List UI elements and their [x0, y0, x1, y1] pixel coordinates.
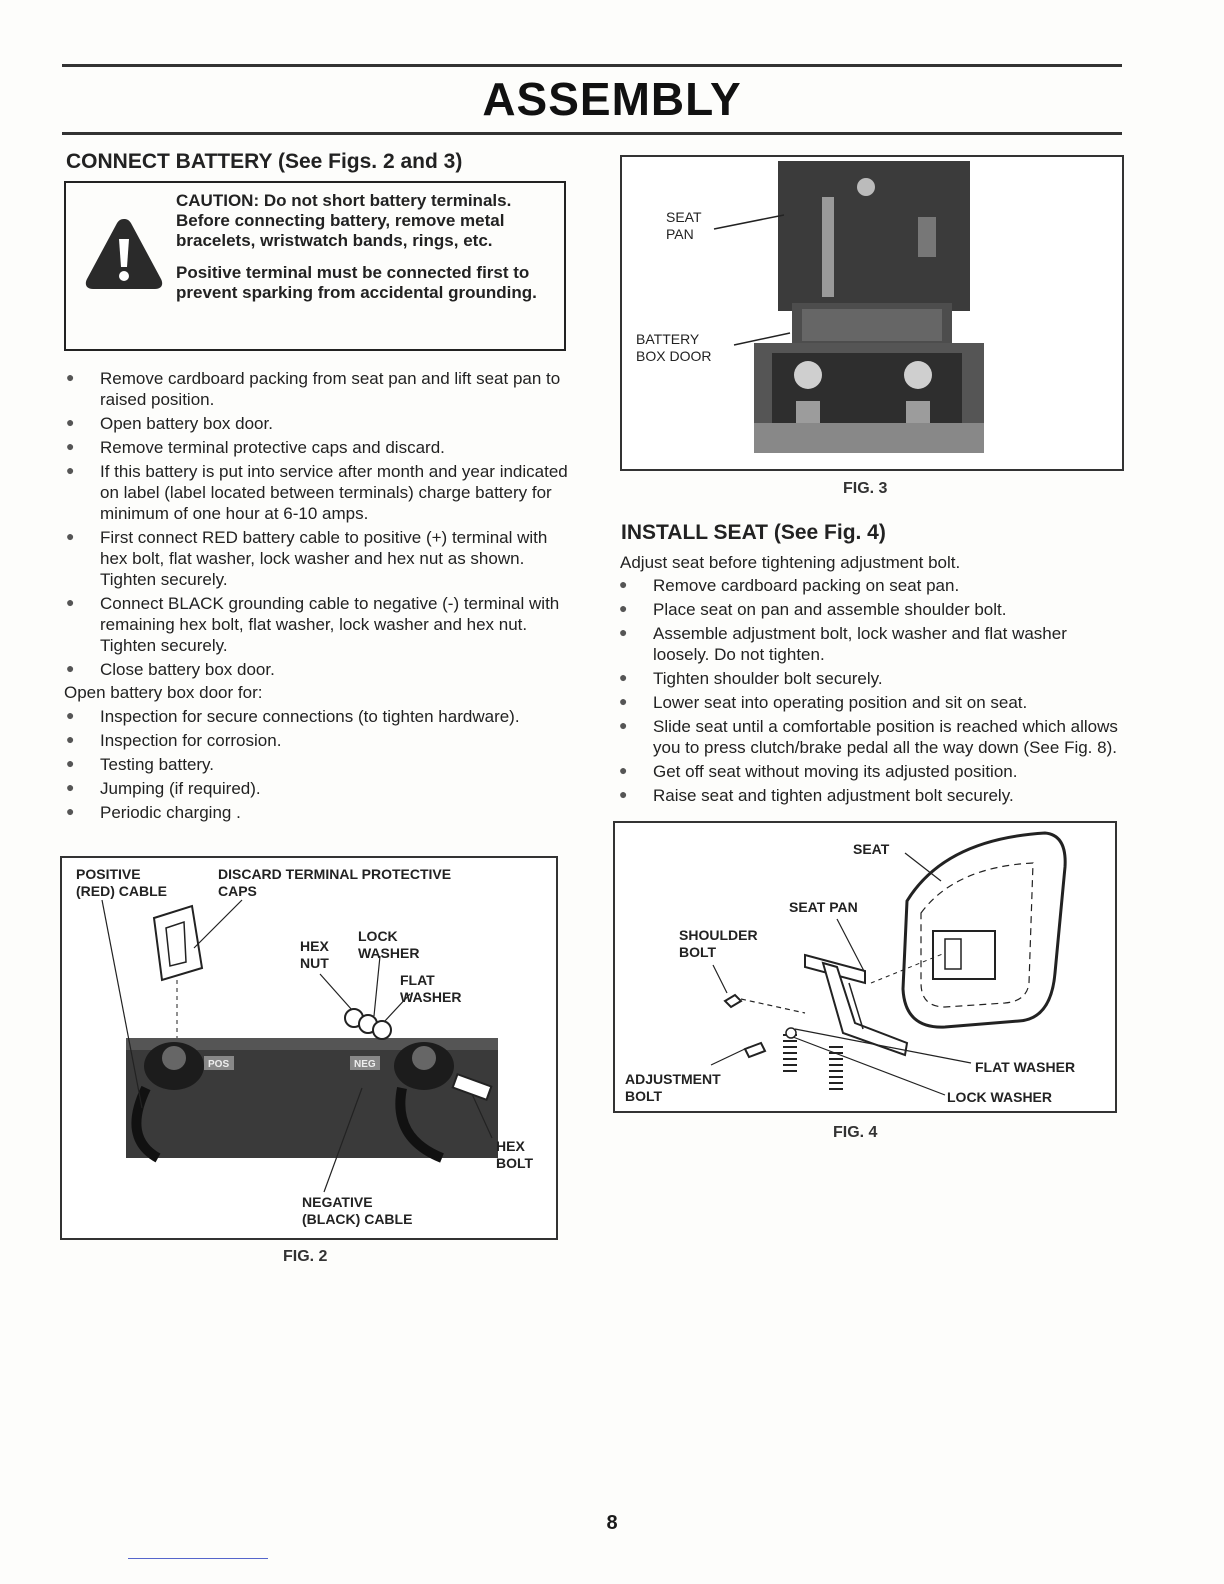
fig2-label-discard-caps: DISCARD TERMINAL PROTECTIVE CAPS [218, 866, 452, 899]
open-for-label: Open battery box door for: [64, 683, 263, 702]
fig4-label-seat-pan: SEAT PAN [789, 899, 858, 915]
fig2-label-hex-nut: HEX NUT [300, 938, 329, 971]
fig4-label-lock-washer: LOCK WASHER [947, 1089, 1052, 1105]
fig4-label-shoulder-bolt: SHOULDER BOLT [679, 927, 758, 960]
fig2-label-hex-bolt: HEX BOLT [496, 1138, 534, 1171]
fig3-label-battery-box-door: BATTERY BOX DOOR [636, 331, 712, 364]
fig3-caption: FIG. 3 [843, 480, 888, 497]
list-item: ● Lower seat into operating position and sit on seat. [619, 693, 1028, 712]
fig2-illustration [60, 856, 558, 1240]
warning-icon [84, 217, 164, 291]
list-item: ● Slide seat until a comfortable position is reached which allows you to press clutch/brake pedal all the way down (See Fig. 8). [619, 717, 1118, 757]
list-item: ● If this battery is put into service after month and year indicated on label (label located between terminals) charge battery for minimum of one hour at 6-10 amps. [66, 462, 568, 523]
list-item: ● Remove terminal protective caps and discard. [66, 438, 445, 457]
top-rule [62, 64, 1122, 67]
open-for-list [64, 706, 568, 826]
fig2-label-positive: POSITIVE (RED) CABLE [76, 866, 167, 899]
list-item: ● Inspection for secure connections (to tighten hardware). [66, 707, 520, 726]
list-item: ● Open battery box door. [66, 414, 273, 433]
seat-pan-battery-photo [622, 157, 1124, 471]
list-item: ● Jumping (if required). [66, 779, 261, 798]
fig4-illustration [613, 821, 1117, 1113]
list-item: ● Periodic charging . [66, 803, 241, 822]
fig2-label-lock-washer: LOCK WASHER [358, 928, 420, 961]
fig4-label-seat: SEAT [853, 841, 890, 857]
list-item: ● Assemble adjustment bolt, lock washer and flat washer loosely. Do not tighten. [619, 624, 1067, 664]
list-item: ● Remove cardboard packing on seat pan. [619, 576, 960, 595]
list-item: ● Close battery box door. [66, 660, 275, 679]
list-item: ● Tighten shoulder bolt securely. [619, 669, 883, 688]
fig3-illustration [620, 155, 1124, 471]
list-item: ● Raise seat and tighten adjustment bolt securely. [619, 786, 1014, 805]
list-item: ● First connect RED battery cable to positive (+) terminal with hex bolt, flat washer, lock washer and hex nut as shown. Tighten securely. [66, 528, 548, 589]
fig2-caption: FIG. 2 [283, 1248, 328, 1265]
list-item: ● Inspection for corrosion. [66, 731, 282, 750]
fig4-caption: FIG. 4 [833, 1124, 878, 1141]
footer-line [128, 1558, 268, 1559]
fig3-label-seat-pan: SEAT PAN [666, 209, 702, 242]
fig2-label-pos-symbol: POS [208, 1059, 230, 1070]
caution-text [176, 191, 556, 315]
page-number: 8 [606, 1512, 618, 1534]
list-item: ● Connect BLACK grounding cable to negative (-) terminal with remaining hex bolt, flat washer, lock washer and hex nut. Tighten securely. [66, 594, 560, 655]
list-item: ● Place seat on pan and assemble shoulder bolt. [619, 600, 1007, 619]
fig4-label-flat-washer: FLAT WASHER [975, 1059, 1076, 1075]
fig2-label-flat-washer: FLAT WASHER [400, 972, 462, 1005]
title-rule [62, 132, 1122, 135]
install-seat-intro: Adjust seat before tightening adjustment bolt. [620, 553, 961, 572]
install-seat-heading: INSTALL SEAT (See Fig. 4) [621, 521, 886, 544]
caution-note: Positive terminal must be connected first to prevent sparking from accidental grounding. [176, 263, 537, 302]
fig2-label-neg-symbol: NEG [354, 1059, 376, 1070]
list-item: ● Get off seat without moving its adjusted position. [619, 762, 1018, 781]
caution-warning: CAUTION: Do not short battery terminals. Before connecting battery, remove metal bracelets, wristwatch bands, rings, etc. [176, 191, 512, 250]
battery-steps-list [64, 368, 568, 683]
list-item: ● Testing battery. [66, 755, 215, 774]
list-item: ● Remove cardboard packing from seat pan and lift seat pan to raised position. [66, 369, 561, 409]
fig4-label-adjustment-bolt: ADJUSTMENT BOLT [625, 1071, 721, 1104]
install-seat-steps [617, 575, 1123, 809]
fig2-label-negative-cable: NEGATIVE (BLACK) CABLE [302, 1194, 413, 1227]
caution-box [64, 181, 566, 351]
page-title: ASSEMBLY [482, 73, 742, 125]
connect-battery-heading: CONNECT BATTERY (See Figs. 2 and 3) [66, 150, 463, 173]
battery-terminal-diagram [62, 858, 558, 1240]
